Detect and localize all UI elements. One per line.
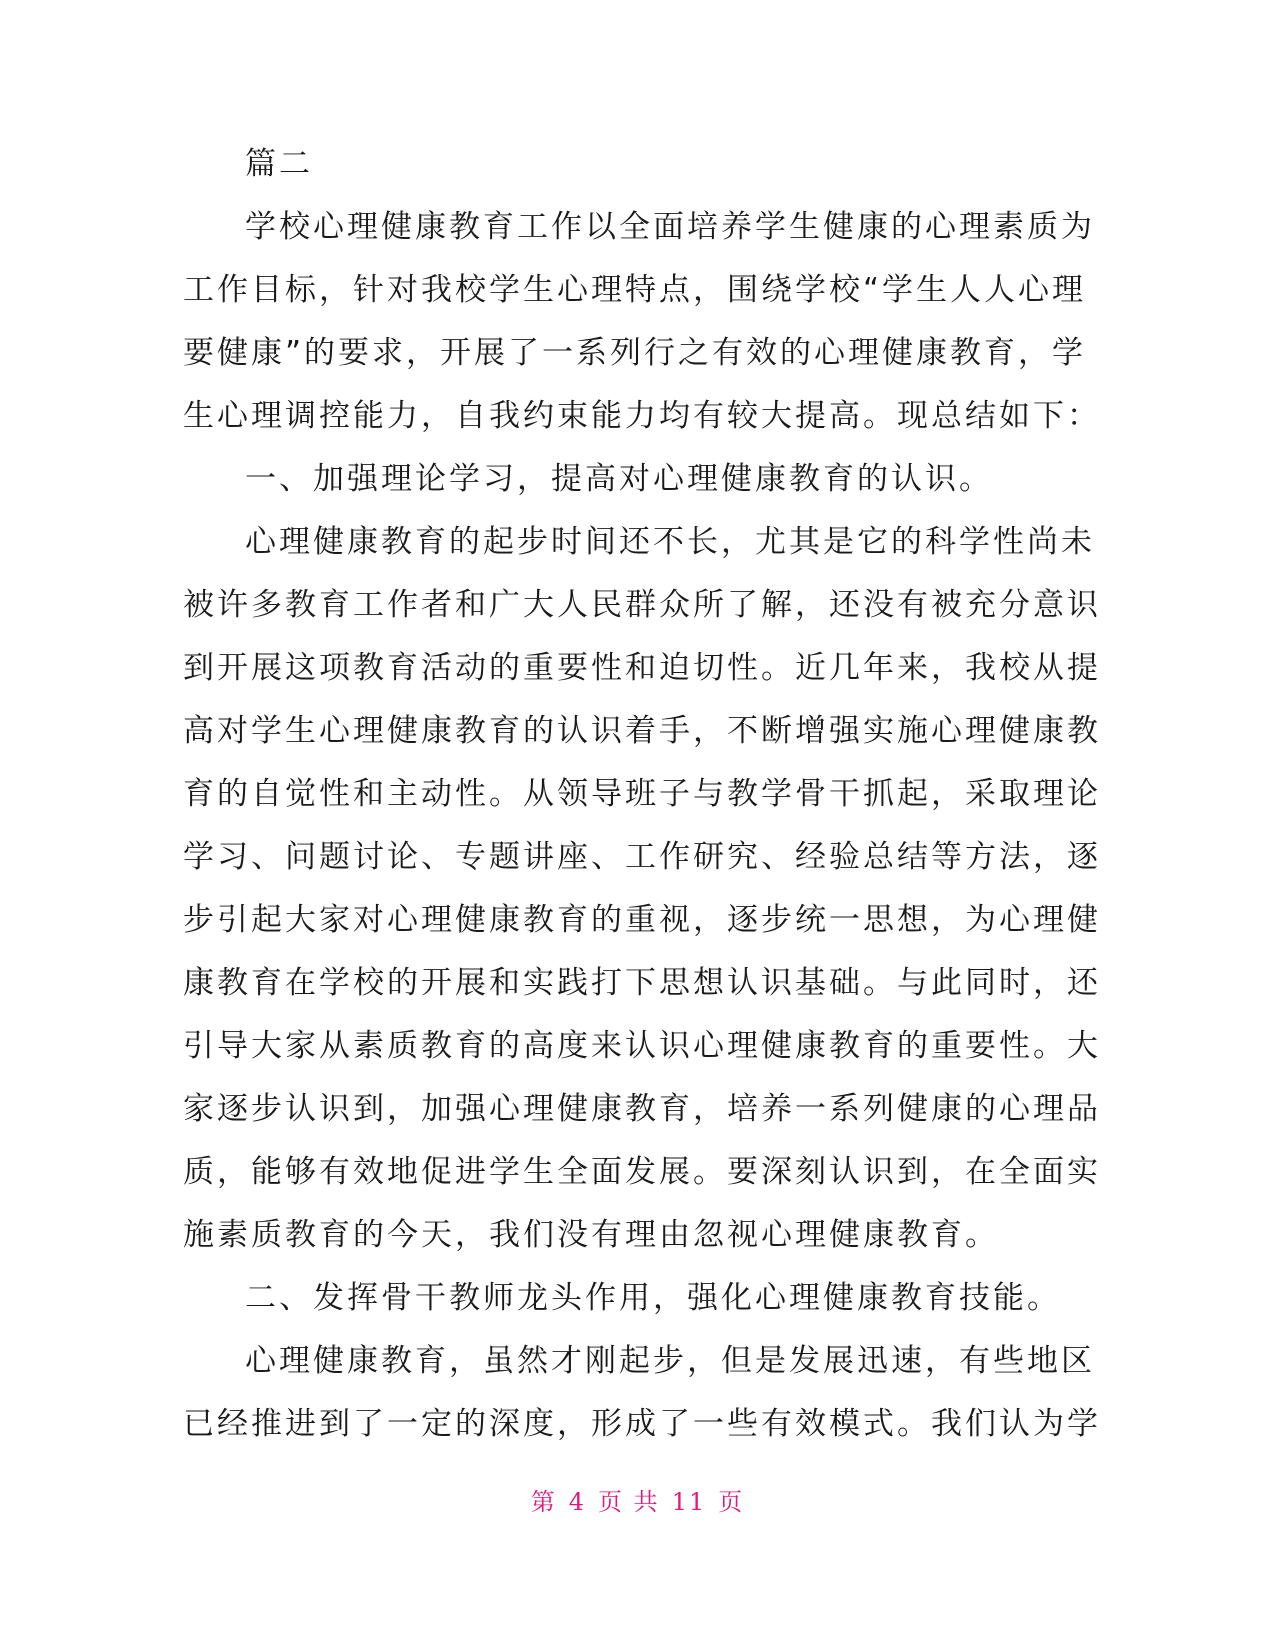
text-line: 要健康”的要求，开展了一系列行之有效的心理健康教育，学 (183, 335, 1087, 371)
text-line: 一、加强理论学习，提高对心理健康教育的认识。 (245, 461, 993, 497)
text-line: 学校心理健康教育工作以全面培养学生健康的心理素质为 (245, 209, 1095, 245)
footer-total-pages: 11 (671, 1488, 707, 1516)
text-line: 被许多教育工作者和广大人民群众所了解，还没有被充分意识 (183, 587, 1101, 623)
text-line: 引导大家从素质教育的高度来认识心理健康教育的重要性。大 (183, 1028, 1101, 1064)
text-line: 篇二 (245, 146, 313, 182)
text-line: 高对学生心理健康教育的认识着手，不断增强实施心理健康教 (183, 713, 1101, 749)
text-line: 心理健康教育，虽然才刚起步，但是发展迅速，有些地区 (245, 1343, 1095, 1379)
footer-page-number: 4 (568, 1488, 587, 1516)
text-line: 已经推进到了一定的深度，形成了一些有效模式。我们认为学 (183, 1406, 1101, 1442)
text-line: 育的自觉性和主动性。从领导班子与教学骨干抓起，采取理论 (183, 776, 1101, 812)
text-line: 到开展这项教育活动的重要性和迫切性。近几年来，我校从提 (183, 650, 1101, 686)
text-line: 心理健康教育的起步时间还不长，尤其是它的科学性尚未 (245, 524, 1095, 560)
text-line: 康教育在学校的开展和实践打下思想认识基础。与此同时，还 (183, 965, 1101, 1001)
footer-prefix: 第 (530, 1488, 557, 1516)
document-body (183, 133, 1101, 1456)
text-line: 步引起大家对心理健康教育的重视，逐步统一思想，为心理健 (183, 902, 1101, 938)
text-line: 家逐步认识到，加强心理健康教育，培养一系列健康的心理品 (183, 1091, 1101, 1127)
footer-suffix: 页 (718, 1488, 745, 1516)
text-line: 二、发挥骨干教师龙头作用，强化心理健康教育技能。 (245, 1280, 1061, 1316)
footer-middle: 页 共 (598, 1488, 660, 1516)
text-line: 施素质教育的今天，我们没有理由忽视心理健康教育。 (183, 1217, 999, 1253)
text-line: 质，能够有效地促进学生全面发展。要深刻认识到，在全面实 (183, 1154, 1101, 1190)
page-footer (0, 1482, 1275, 1517)
text-line: 生心理调控能力，自我约束能力均有较大提高。现总结如下： (183, 398, 1101, 434)
text-line: 学习、问题讨论、专题讲座、工作研究、经验总结等方法，逐 (183, 839, 1101, 875)
text-line: 工作目标，针对我校学生心理特点，围绕学校“学生人人心理 (183, 272, 1087, 308)
